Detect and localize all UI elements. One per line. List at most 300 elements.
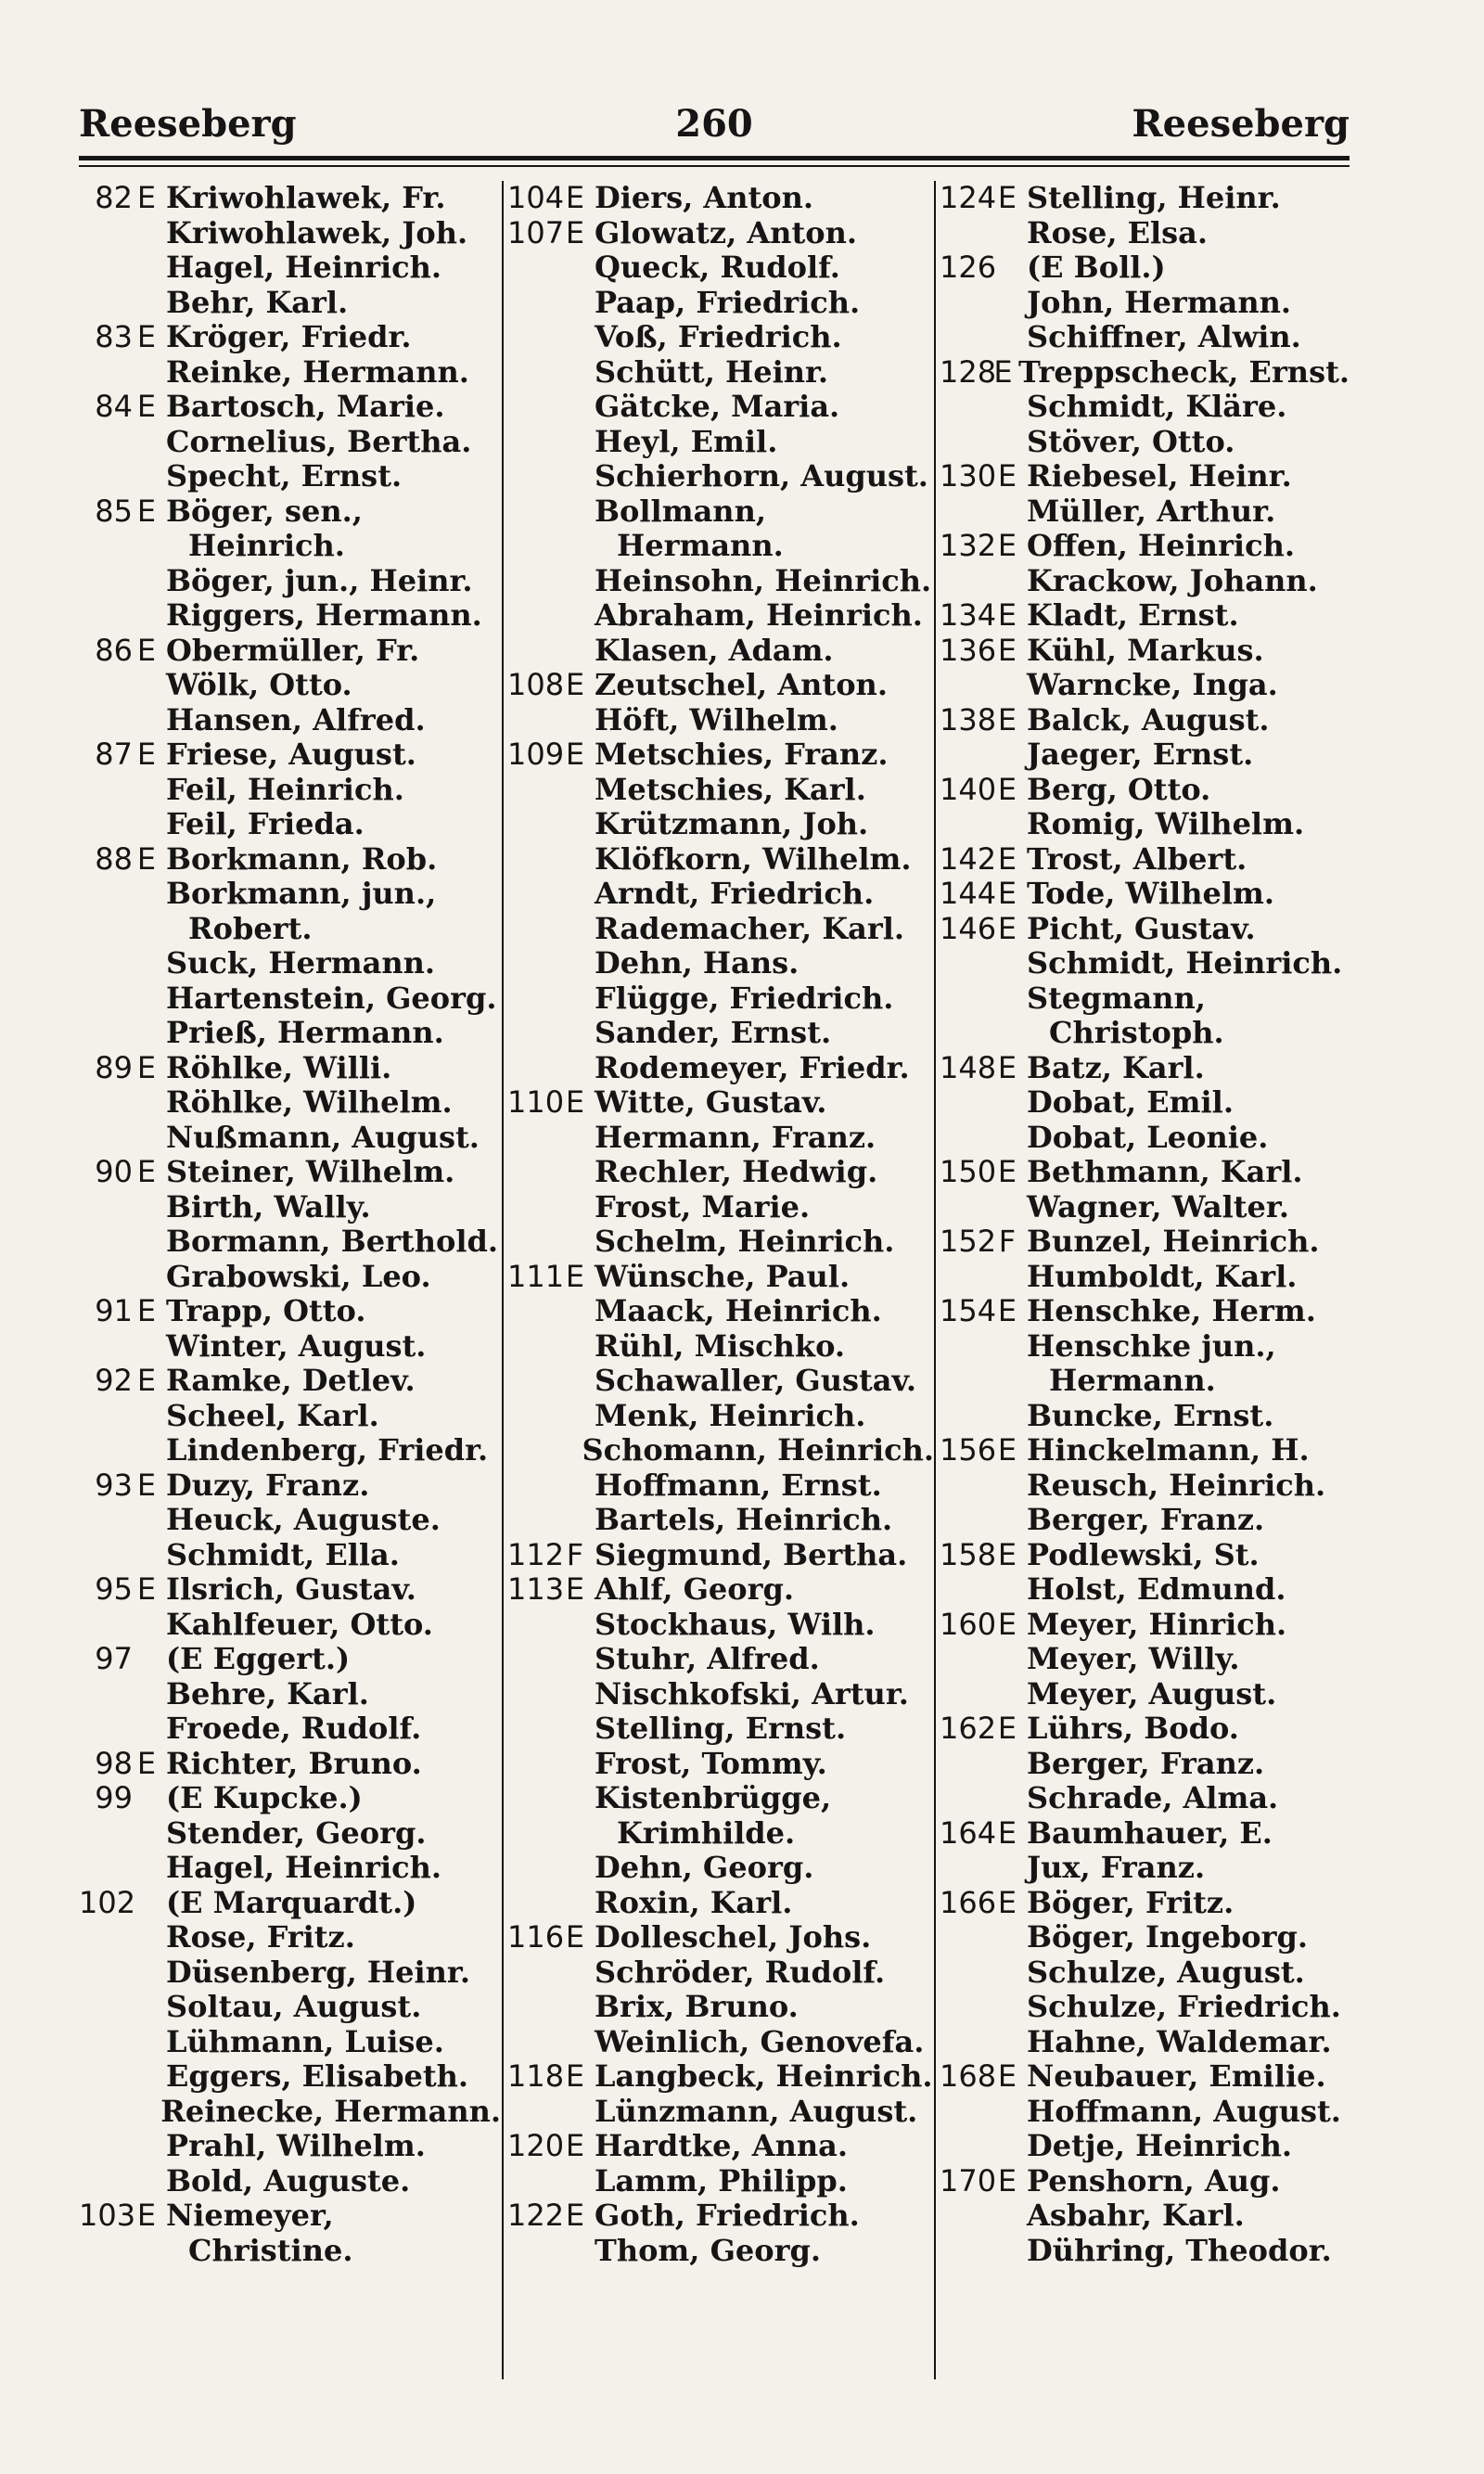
house-number [507, 1016, 561, 1051]
owner-marker [561, 1781, 589, 1816]
resident-name: Ilsrich, Gustav. [166, 1571, 416, 1607]
owner-marker [993, 1399, 1021, 1434]
owner-marker [133, 2129, 160, 2164]
resident-name: Düsenberg, Heinr. [166, 1954, 470, 1990]
directory-entry [940, 1224, 1350, 1260]
house-number [507, 1851, 561, 1886]
house-number [507, 1190, 561, 1225]
resident-name: Heuck, Auguste. [166, 1502, 441, 1537]
column-divider [934, 181, 936, 2379]
owner-marker: E [565, 2058, 585, 2094]
owner-marker: E [565, 181, 585, 215]
house-number [940, 1642, 993, 1677]
resident-name: (E Marquardt.) [166, 1884, 417, 1920]
owner-marker [133, 1224, 160, 1260]
resident-name: Metschies, Karl. [595, 771, 866, 807]
resident-name: Roxin, Karl. [595, 1884, 793, 1920]
resident-name: Dehn, Hans. [595, 945, 800, 981]
house-number [79, 877, 133, 912]
resident-name: Nischkofski, Artur. [595, 1675, 909, 1711]
resident-name: Kistenbrügge, [595, 1780, 832, 1815]
directory-entry [79, 842, 501, 878]
directory-entry [940, 2095, 1350, 2130]
resident-name: Queck, Rudolf. [595, 250, 840, 285]
house-number [79, 1433, 133, 1468]
house-number: 160 [940, 1606, 997, 1642]
resident-name: Rühl, Mischko. [595, 1327, 845, 1364]
house-number: 134 [940, 597, 997, 633]
resident-name: Bunzel, Heinrich. [1027, 1224, 1320, 1259]
resident-name: Reinke, Hermann. [166, 353, 469, 390]
owner-marker [561, 390, 589, 425]
directory-entry [507, 2234, 934, 2269]
owner-marker [993, 2025, 1021, 2060]
owner-marker: E [997, 1154, 1017, 1189]
resident-name: Trapp, Otto. [166, 1293, 366, 1328]
resident-name: Heinrich. [188, 528, 345, 563]
owner-marker: E [136, 1293, 157, 1328]
resident-name: Holst, Edmund. [1027, 1571, 1286, 1607]
directory-entry [940, 1260, 1350, 1295]
owner-marker [133, 216, 160, 251]
directory-entry [940, 737, 1350, 773]
resident-name: Rose, Fritz. [166, 1919, 355, 1955]
house-number [507, 634, 561, 669]
resident-name: Dehn, Georg. [595, 1850, 814, 1885]
resident-name: Dobat, Emil. [1027, 1084, 1234, 1120]
house-number [79, 912, 133, 947]
directory-entry [507, 1503, 934, 1538]
house-number [507, 355, 561, 391]
header-street-left: Reeseberg [79, 102, 297, 146]
resident-name: Penshorn, Aug. [1027, 2162, 1281, 2198]
directory-entry [940, 1016, 1350, 1051]
house-number [507, 1433, 553, 1468]
owner-marker: E [565, 737, 585, 772]
resident-name: Krackow, Johann. [1027, 562, 1318, 598]
owner-marker [993, 1503, 1021, 1538]
resident-name: Höft, Wilhelm. [595, 701, 838, 737]
owner-marker [993, 737, 1021, 773]
house-number [507, 1155, 561, 1190]
directory-entry [940, 1399, 1350, 1434]
directory-entry [940, 494, 1350, 530]
directory-entry [940, 355, 1350, 391]
owner-marker [561, 1816, 589, 1852]
owner-marker [561, 1990, 589, 2025]
resident-name: Schulze, August. [1027, 1954, 1305, 1990]
owner-marker [561, 842, 589, 878]
directory-entry [940, 286, 1350, 321]
owner-marker [133, 529, 160, 564]
owner-marker [561, 912, 589, 947]
owner-marker: E [136, 493, 157, 529]
resident-name: Jaeger, Ernst. [1027, 737, 1254, 772]
directory-entry [507, 773, 934, 808]
owner-marker [561, 1468, 589, 1504]
directory-entry [940, 2164, 1350, 2199]
directory-entry [940, 598, 1350, 634]
house-number: 162 [940, 1711, 997, 1746]
house-number [507, 1399, 561, 1434]
house-number [940, 1955, 993, 1991]
house-number [940, 286, 993, 321]
directory-entry [79, 355, 501, 391]
resident-name: Riebesel, Heinr. [1027, 458, 1292, 494]
owner-marker [133, 1016, 160, 1051]
directory-entry [940, 1121, 1350, 1156]
house-number [79, 703, 133, 738]
directory-entry [507, 981, 934, 1017]
owner-marker [993, 668, 1021, 703]
owner-marker [561, 2164, 589, 2199]
directory-entry [507, 459, 934, 494]
resident-name: Lühmann, Luise. [166, 2023, 444, 2059]
house-number [507, 390, 561, 425]
owner-marker [133, 355, 160, 391]
directory-entry [79, 1190, 501, 1225]
owner-marker [561, 1016, 589, 1051]
resident-name: Rechler, Hedwig. [595, 1154, 878, 1189]
house-number [79, 216, 133, 251]
house-number [507, 703, 561, 738]
house-number: 126 [940, 250, 997, 285]
resident-name: Hansen, Alfred. [166, 701, 426, 737]
owner-marker: E [136, 1467, 157, 1503]
directory-entry [507, 1085, 934, 1121]
resident-name: Paap, Friedrich. [595, 284, 861, 320]
owner-marker: E [136, 181, 157, 215]
directory-entry [940, 564, 1350, 599]
house-number [940, 737, 993, 773]
house-number: 116 [507, 1919, 565, 1955]
owner-marker: E [565, 214, 585, 250]
resident-name: Stender, Georg. [166, 1814, 427, 1851]
house-number [507, 286, 561, 321]
house-number [507, 1816, 561, 1852]
house-number [940, 981, 993, 1017]
resident-name: Bartels, Heinrich. [595, 1502, 893, 1537]
directory-entry [79, 1990, 501, 2025]
owner-marker [993, 1572, 1021, 1608]
owner-marker: E [565, 2128, 585, 2163]
directory-entry [940, 1329, 1350, 1365]
owner-marker [561, 1851, 589, 1886]
directory-entry [940, 1085, 1350, 1121]
resident-name: Dolleschel, Johs. [595, 1919, 872, 1955]
owner-marker [133, 2164, 160, 2199]
page-number: 260 [675, 102, 753, 146]
resident-name: Froede, Rudolf. [166, 1711, 422, 1746]
house-number [507, 877, 561, 912]
resident-name: Treppscheck, Ernst. [1018, 353, 1350, 390]
resident-name: Schiffner, Alwin. [1027, 319, 1301, 354]
directory-entry [79, 1155, 501, 1190]
owner-marker [561, 1329, 589, 1365]
resident-name: Hinckelmann, H. [1027, 1432, 1310, 1468]
resident-name: Dobat, Leonie. [1027, 1119, 1269, 1155]
directory-entry [507, 564, 934, 599]
resident-name: Offen, Heinrich. [1027, 528, 1295, 563]
directory-entry [940, 1816, 1350, 1852]
owner-marker: E [997, 458, 1017, 494]
resident-name: Bartosch, Marie. [166, 389, 445, 424]
directory-entry [940, 1364, 1350, 1399]
directory-entry [507, 634, 934, 669]
resident-name: Henschke, Herm. [1027, 1293, 1316, 1328]
resident-name: Eggers, Elisabeth. [166, 2058, 469, 2094]
house-number [79, 1190, 133, 1225]
owner-marker: E [997, 876, 1017, 911]
owner-marker [993, 286, 1021, 321]
directory-entry [507, 1642, 934, 1677]
resident-name: Prieß, Hermann. [166, 1015, 444, 1050]
house-number [940, 2129, 993, 2164]
house-number: 87 [95, 737, 133, 772]
house-number [79, 564, 133, 599]
house-number [507, 1677, 561, 1712]
owner-marker [993, 1190, 1021, 1225]
directory-entry [79, 286, 501, 321]
directory-entry [940, 1711, 1350, 1747]
house-number [507, 773, 561, 808]
directory-entry [79, 529, 501, 564]
house-number: 107 [507, 214, 565, 250]
house-number [940, 1990, 993, 2025]
house-number: 84 [95, 389, 133, 424]
column-divider [502, 181, 504, 2379]
resident-name: Sander, Ernst. [595, 1015, 832, 1050]
directory-entry [507, 1608, 934, 1643]
resident-name: Stöver, Otto. [1027, 423, 1235, 459]
owner-marker [133, 1433, 160, 1468]
owner-marker: E [997, 181, 1017, 215]
owner-marker: E [997, 2162, 1017, 2198]
resident-name: Kriwohlawek, Fr. [166, 181, 446, 215]
directory-entry [79, 1121, 501, 1156]
directory-entry [940, 2234, 1350, 2269]
owner-marker [133, 598, 160, 634]
resident-name: Specht, Ernst. [166, 458, 403, 494]
resident-name: Neubauer, Emilie. [1027, 2058, 1326, 2094]
house-number [507, 1711, 561, 1747]
directory-entry [79, 703, 501, 738]
house-number: 168 [940, 2058, 997, 2094]
house-number [507, 598, 561, 634]
owner-marker [561, 355, 589, 391]
house-number [507, 2234, 561, 2269]
directory-entry [79, 1260, 501, 1295]
directory-entry [507, 286, 934, 321]
resident-name: Picht, Gustav. [1027, 910, 1256, 946]
directory-entry [507, 1016, 934, 1051]
resident-name: Christoph. [1049, 1015, 1224, 1050]
house-number: 109 [507, 737, 565, 772]
house-number [940, 1016, 993, 1051]
owner-marker [561, 773, 589, 808]
house-number: 83 [95, 319, 133, 354]
house-number [507, 564, 561, 599]
owner-marker [133, 1781, 160, 1816]
resident-name: Brix, Bruno. [595, 1989, 799, 2024]
directory-entry [940, 912, 1350, 947]
directory-entry [507, 668, 934, 703]
directory-entry [79, 1747, 501, 1782]
resident-name: Hagel, Heinrich. [166, 1850, 442, 1885]
resident-name: Rose, Elsa. [1027, 214, 1209, 250]
owner-marker [133, 250, 160, 286]
owner-marker [561, 703, 589, 738]
owner-marker [993, 494, 1021, 530]
directory-entry [507, 1711, 934, 1747]
owner-marker: E [136, 1745, 157, 1781]
owner-marker [561, 1155, 589, 1190]
resident-name: Weinlich, Genovefa. [595, 2023, 925, 2059]
house-number [79, 807, 133, 842]
owner-marker: F [566, 1536, 584, 1572]
resident-name: Hoffmann, August. [1027, 2093, 1341, 2129]
directory-entry [79, 2164, 501, 2199]
house-number [79, 2025, 133, 2060]
house-number [507, 946, 561, 981]
house-number: 111 [507, 1258, 565, 1294]
owner-marker: E [997, 910, 1017, 946]
house-number: 142 [940, 840, 997, 877]
directory-entry [507, 703, 934, 738]
directory-entry [507, 390, 934, 425]
house-number: 136 [940, 632, 997, 668]
house-number: 124 [940, 181, 997, 215]
directory-entry [940, 1677, 1350, 1712]
directory-entry [79, 946, 501, 981]
owner-marker: E [997, 1432, 1017, 1468]
resident-name: Böger, sen., [166, 493, 363, 529]
column-1 [79, 181, 501, 2389]
directory-entry [507, 1468, 934, 1504]
owner-marker [993, 425, 1021, 460]
owner-marker [133, 1990, 160, 2025]
owner-marker: E [997, 1049, 1017, 1085]
house-number [940, 1121, 993, 1156]
directory-entry [940, 773, 1350, 808]
resident-name: Dühring, Theodor. [1027, 2232, 1332, 2268]
resident-name: Hartenstein, Georg. [166, 980, 497, 1016]
owner-marker [133, 773, 160, 808]
directory-entry [79, 1294, 501, 1329]
resident-name: Berger, Franz. [1027, 1502, 1265, 1537]
resident-name: Gätcke, Maria. [595, 389, 840, 424]
directory-entry [940, 1468, 1350, 1504]
resident-name: Klöfkorn, Wilhelm. [595, 840, 912, 877]
directory-entry [940, 1747, 1350, 1782]
house-number [79, 1816, 133, 1852]
house-number [79, 2164, 133, 2199]
house-number [940, 1329, 993, 1365]
directory-entry [79, 1920, 501, 1955]
directory-entry [507, 181, 934, 216]
directory-entry [507, 1190, 934, 1225]
directory-entry [79, 1399, 501, 1434]
owner-marker [993, 1920, 1021, 1955]
resident-name: Schierhorn, August. [595, 458, 928, 494]
resident-name: Batz, Karl. [1027, 1049, 1205, 1085]
house-number [79, 250, 133, 286]
directory-entry [507, 1538, 934, 1573]
owner-marker [133, 981, 160, 1017]
owner-marker [561, 1364, 589, 1399]
house-number [940, 668, 993, 703]
house-number: 93 [95, 1467, 133, 1503]
house-number: 146 [940, 910, 997, 946]
directory-entry [79, 1851, 501, 1886]
house-number [940, 1085, 993, 1121]
owner-marker [133, 807, 160, 842]
directory-entry [940, 529, 1350, 564]
resident-name: Scheel, Karl. [166, 1397, 379, 1433]
directory-entry [940, 1572, 1350, 1608]
house-number [79, 1920, 133, 1955]
resident-name: Hardtke, Anna. [595, 2128, 849, 2163]
house-number [507, 2025, 561, 2060]
owner-marker [993, 1955, 1021, 1991]
owner-marker [133, 425, 160, 460]
owner-marker: E [565, 667, 585, 702]
directory-entry [507, 1677, 934, 1712]
directory-entry [79, 1051, 501, 1086]
house-number: 144 [940, 876, 997, 911]
directory-entry [940, 1781, 1350, 1816]
header-rule-thick [79, 156, 1350, 160]
resident-name: Behre, Karl. [166, 1675, 369, 1711]
resident-name: (E Boll.) [1027, 250, 1166, 285]
owner-marker [993, 1364, 1021, 1399]
directory-entry [79, 181, 501, 216]
resident-name: Hoffmann, Ernst. [595, 1467, 882, 1503]
owner-marker [561, 1224, 589, 1260]
house-number [940, 2198, 993, 2234]
directory-entry [940, 2025, 1350, 2060]
owner-marker [993, 1016, 1021, 1051]
resident-name: Maack, Heinrich. [595, 1293, 882, 1328]
resident-name: Stockhaus, Wilh. [595, 1606, 876, 1642]
directory-entry [940, 1503, 1350, 1538]
house-number [940, 2234, 993, 2269]
resident-name: Meyer, August. [1027, 1675, 1277, 1711]
owner-marker [553, 1433, 576, 1468]
house-number [940, 1399, 993, 1434]
owner-marker [133, 946, 160, 981]
house-number: 150 [940, 1154, 997, 1189]
directory-entry [507, 598, 934, 634]
owner-marker [561, 1711, 589, 1747]
header-street-right: Reeseberg [1132, 102, 1350, 146]
house-number [507, 1503, 561, 1538]
owner-marker [133, 1260, 160, 1295]
house-number: 98 [95, 1745, 133, 1781]
directory-entry [507, 320, 934, 355]
resident-name: Baumhauer, E. [1027, 1814, 1273, 1851]
resident-name: Rodemeyer, Friedr. [595, 1049, 910, 1085]
house-number [507, 494, 561, 530]
directory-entry [79, 2059, 501, 2095]
house-number: 91 [95, 1293, 133, 1328]
house-number [507, 1051, 561, 1086]
owner-marker [561, 1399, 589, 1434]
owner-marker: E [136, 319, 157, 354]
resident-name: Stuhr, Alfred. [595, 1641, 820, 1676]
directory-entry [507, 1399, 934, 1434]
owner-marker [133, 1851, 160, 1886]
